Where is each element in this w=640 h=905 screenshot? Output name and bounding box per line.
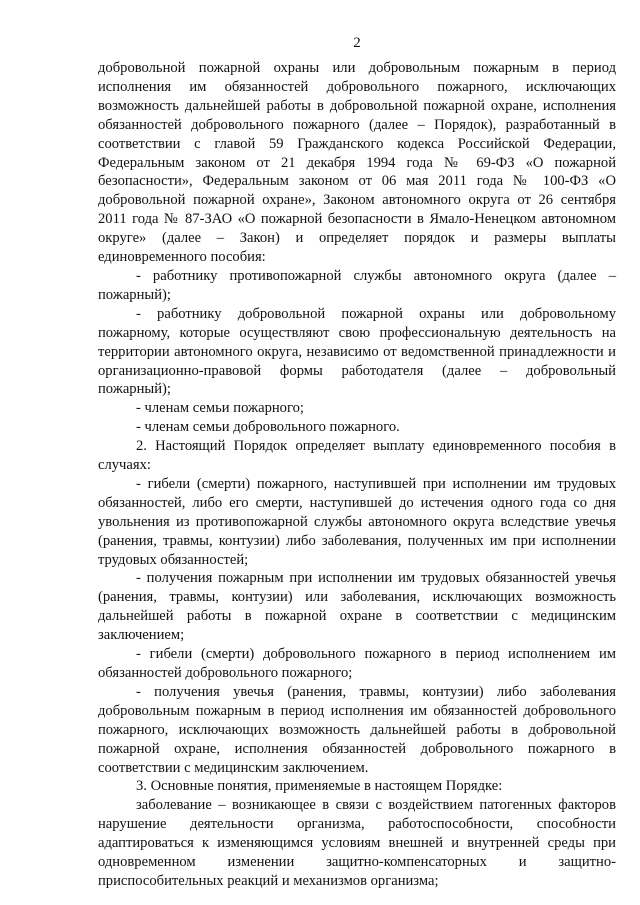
paragraph-list-item-firefighter-family: - членам семьи пожарного; [136, 400, 304, 417]
page-number: 2 [353, 35, 361, 51]
paragraph-case-volunteer-injury: - получения увечья (ранения, травмы, контузии) либо заболевания добровольным пожарным в период исполнения им обязанностей добровольного пожарного, исключающих возможность дальнейшей работы в добровольной пожарной охране, исполнения обязанностей добровольного пожарного в соответствии с медицинским заключением. [98, 683, 616, 776]
paragraph-case-firefighter-injury: - получения пожарным при исполнении им трудовых обязанностей увечья (ранения, травмы, контузии) или заболевания, исключающих возможность дальнейшей работы в пожарной охране в соответствии с медицинским заключением; [98, 570, 616, 644]
paragraph-definition-disease: заболевание – возникающее в связи с воздействием патогенных факторов нарушение деятельности организма, работоспособности, способности адаптироваться к изменяющимся условиям внешней и внутренней среды при одновременном изменении защитно-компенсаторных и защитно-приспособительных реакций и механизмов организма; [98, 797, 616, 889]
document-page [98, 0, 616, 905]
document-body [98, 59, 616, 891]
paragraph-list-item-volunteer-family: - членам семьи добровольного пожарного. [136, 419, 400, 436]
paragraph-section-2: 2. Настоящий Порядок определяет выплату единовременного пособия в случаях: [98, 438, 616, 474]
paragraph-list-item-volunteer: - работнику добровольной пожарной охраны или добровольному пожарному, которые осуществляют свою профессиональную деятельность на территории автономного округа, независимо от ведомственной принадлежности и организационно-правовой формы работодателя (далее – добровольный пожарный); [98, 305, 616, 398]
paragraph-section-3: 3. Основные понятия, применяемые в настоящем Порядке: [136, 778, 503, 795]
paragraph-preamble-continuation: добровольной пожарной охраны или добровольным пожарным в период исполнения им обязанностей добровольного пожарного, исключающих возможность дальнейшей работы в добровольной пожарной охране, исполнения обязанностей добровольного пожарного (далее – Порядок), разработанный в соответствии с главой 59 Гражданского кодекса Российской Федерации, Федеральным законом от 21 декабря 1994 года № 69-ФЗ «О пожарной безопасности», Федеральным законом от 06 мая 2011 года № 100-ФЗ «О добровольной пожарной охране», Законом автономного округа от 26 сентября 2011 года № 87-ЗАО «О пожарной безопасности в Ямало-Ненецком автономном округе» (далее – Закон) и определяет порядок и размеры выплаты единовременного пособия: [98, 60, 616, 266]
paragraph-case-volunteer-death: - гибели (смерти) добровольного пожарного в период исполнением им обязанностей добровольного пожарного; [98, 646, 616, 681]
paragraph-case-firefighter-death: - гибели (смерти) пожарного, наступившей при исполнении им трудовых обязанностей, либо его смерти, наступившей до истечения одного года со дня увольнения из противопожарной службы автономного округа вследствие увечья (ранения, травмы, контузии) либо заболевания, полученных им при исполнении трудовых обязанностей; [98, 475, 616, 568]
paragraph-list-item-firefighter: - работнику противопожарной службы автономного округа (далее – пожарный); [98, 267, 616, 303]
